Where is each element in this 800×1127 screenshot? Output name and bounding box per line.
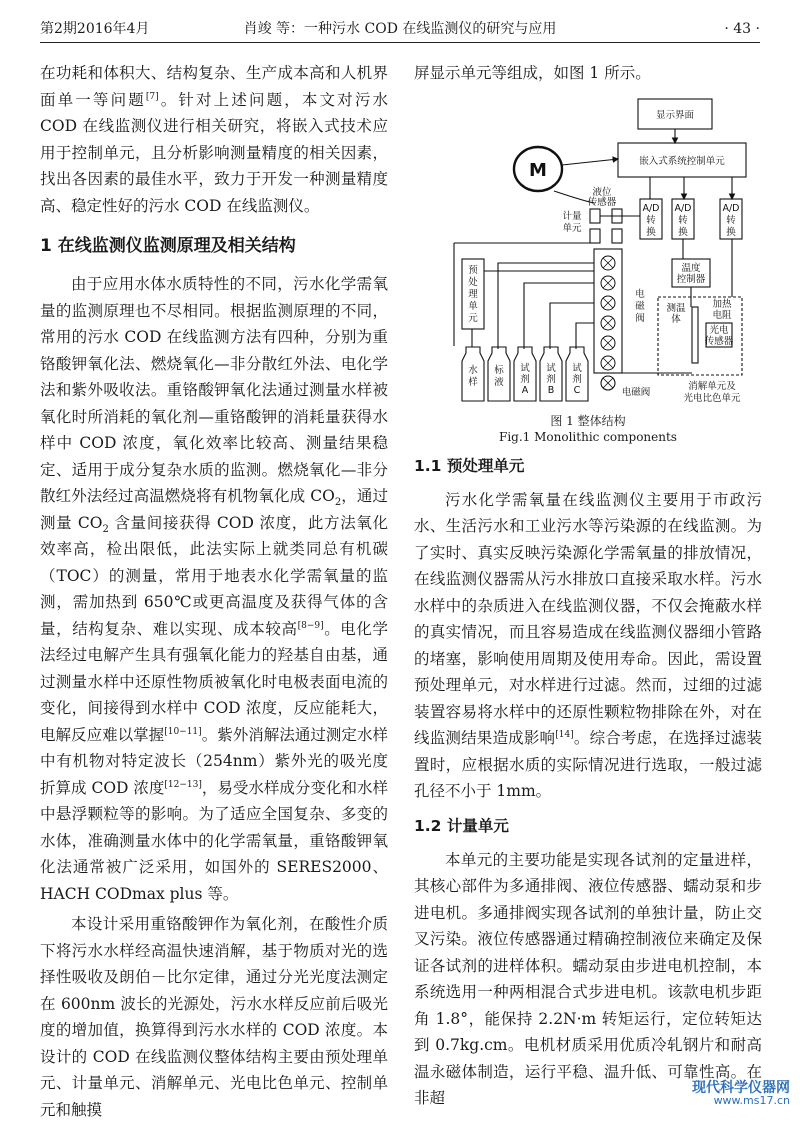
label-bottle-3c: A [521,384,529,396]
label-bottle-4b: 剂 [546,373,556,385]
label-bottle-4a: 试 [546,362,556,374]
label-heater-1: 加热 [712,298,732,310]
label-pretreat-4: 单 [468,300,478,312]
ad-1-label-c: 换 [646,226,656,238]
label-thermo-1: 测温 [666,302,686,314]
left-column [40,60,388,1127]
label-temp-1: 温度 [681,262,701,274]
label-level-sensor-2: 传感器 [587,196,617,208]
label-pretreat-3: 理 [468,288,478,300]
label-display: 显示界面 [655,109,695,121]
figure-caption-english: Fig.1 Monolithic components [499,429,677,444]
label-photo-1: 光电 [709,324,729,336]
label-temp-2: 控制器 [676,273,706,285]
label-valve-2: 磁 [635,300,645,312]
watermark-url: www.ms17.cn [713,1094,790,1107]
figure-intro-text: 屏显示单元等组成，如图 1 所示。 [414,64,651,82]
level-sensor-a [590,209,600,223]
ad-2-label-a: A/D [674,202,692,214]
running-title: 肖竣 等：一种污水 COD 在线监测仪的研究与应用 [243,21,557,37]
label-bottle-1b: 样 [468,376,478,388]
label-heater-2: 电阻 [712,309,732,321]
right-column [414,60,762,1116]
design-paragraph: 本设计采用重铬酸钾作为氧化剂，在酸性介质下将污水水样经高温快速消解，基于物质对光的选择性吸收及朗伯－比尔定律，通过分光光度法测定在 600nm 波长的光源处，污水水样反应前后吸光度的增加值，换算得到污水水样的 COD 浓度。本设计的 COD 在线监测仪整体结构主要由预处理单元、计量单元、消解单元、光电比色单元、控制单元和触摸 [40,915,388,1119]
label-metering-2: 单元 [562,222,582,234]
figure-caption: 图 1 整体结构 [550,413,626,428]
tube [692,307,698,363]
label-bottle-5a: 试 [572,362,582,374]
label-motor: M [529,159,547,181]
label-thermo-2: 体 [671,313,681,325]
level-sensor-b [590,229,600,243]
ad-1-label-b: 转 [646,214,656,226]
label-bottle-2b: 液 [494,376,504,388]
subsection-1-2-heading: 1.2 计量单元 [414,816,509,835]
figure-1-structure-diagram [414,91,762,409]
label-bottle-2a: 标 [494,364,504,376]
subsection-1-1-heading: 1.1 预处理单元 [414,456,525,475]
ad-2-label-b: 转 [678,214,688,226]
label-pretreat-2: 处 [468,276,478,288]
page-number: · 43 · [724,21,760,37]
label-bottle-5c: C [573,384,581,396]
principle-paragraph: 由于应用水体水质特性的不同，污水化学需氧量的监测原理也不尽相同。根据监测原理的不同，常用的污水 COD 在线监测方法有四种，分别为重铬酸钾氧化法、燃烧氧化—非分散红外法、电化学法和紫外吸收法。重铬酸钾氧化法通过测量水样被氧化时所消耗的氧化剂—重铬酸钾的消耗量获得水样中 COD 浓度，氧化效率比较高、测量结果稳定、适用于成分复杂水质的监测。燃烧氧化—非分散红外法经过高温燃烧将有机物氧化成 $CO_2$，通过测量 $CO_2$ 含量间接获得 COD 浓度，此方法氧化效率高，检出限低，此法实际上就类同总有机碳（TOC）的测量，常用于地表水化学需氧量的监测，需加热到 650℃或更高温度及获得气体的含量，结构复杂、难以实现、成本较高[8−9]。电化学法经过电解产生具有强氧化能力的羟基自由基，通过测量水样中还原性物质被氧化时电极表面电流的变化，间接得到水样中 COD 浓度，反应能耗大，电解反应难以掌握[10−11]。紫外消解法通过测定水样中有机物对特定波长（254nm）紫外光的吸光度折算成 COD 浓度[12−13]，易受水样成分变化和水样中悬浮颗粒等的影响。为了适应全国复杂、多变的水体，准确测量水体中的化学需氧量，重铬酸钾氧化法通常被广泛采用，如国外的 SERES2000、HACH CODmax plus 等。 [40,275,388,903]
intro-paragraph: 在功耗和体积大、结构复杂、生产成本高和人机界面单一等问题[7]。针对上述问题，本文对污水 COD 在线监测仪进行相关研究，将嵌入式技术应用于控制单元，且分析影响测量精度的相关因素，找出各因素的最佳水平，致力于开发一种测量精度高、稳定性好的污水 COD 在线监测仪。 [40,64,388,215]
label-bottle-4c: B [547,384,555,396]
label-bottom-valve: 电磁阀 [621,386,651,398]
ad-2-label-c: 换 [678,226,688,238]
label-bottle-3a: 试 [520,362,530,374]
label-valve-3: 阀 [635,312,645,324]
label-bottle-3b: 剂 [520,373,530,385]
label-bottle-5b: 剂 [572,373,582,385]
structure-diagram-svg [414,91,762,409]
running-header [40,18,760,43]
label-level-sensor-1: 液位 [592,186,612,198]
label-digest-1: 消解单元及 [688,380,736,392]
section-1-heading: 1 在线监测仪监测原理及相关结构 [40,236,296,256]
label-bottle-1a: 水 [468,364,478,376]
metering-paragraph: 本单元的主要功能是实现各试剂的定量进样，其核心部件为多通排阀、液位传感器、蠕动泵和步进电机。多通排阀实现各试剂的单独计量，防止交叉污染。液位传感器通过精确控制液位来确定及保证各试剂的进样体积。蠕动泵由步进电机控制，本系统选用一种两相混合式步进电机。该款电机步距角 1.8°，能保持 2.2N·m 转矩运行，定位转矩达到 0.7kg.cm。电机材质采用优质冷轧钢片和耐高温永磁体制造，运行平稳、温升低、可靠性高。在非超 [414,850,762,1107]
ad-1-label-a: A/D [642,202,660,214]
watermark-text: 现代科学仪器网 [692,1080,790,1096]
ad-3-label-a: A/D [722,202,740,214]
label-pretreat-5: 元 [468,312,478,324]
label-photo-2: 传感器 [704,335,734,347]
label-pretreat-1: 预 [468,264,478,276]
label-digest-2: 光电比色单元 [683,392,741,404]
ad-3-label-b: 转 [726,214,736,226]
pretreatment-paragraph: 污水化学需氧量在线监测仪主要用于市政污水、生活污水和工业污水等污染源的在线监测。为了实时、真实反映污染源化学需氧量的排放情况，在线监测仪器需从污水排放口直接采取水样。污水水样中的杂质进入在线监测仪器，不仅会掩蔽水样的真实情况，而且容易造成在线监测仪器细小管路的堵塞，影响使用周期及使用寿命。因此，需设置预处理单元，对水样进行过滤。然而，过细的过滤装置容易将水样中的还原性颗粒物排除在外，对在线监测结果造成影响[14]。综合考虑，在选择过滤装置时，应根据水质的实际情况进行选取，一般过滤孔径不小于 1mm。 [414,490,762,800]
label-valve-1: 电 [635,288,645,300]
site-watermark [644,1077,794,1111]
label-metering-1: 计量 [562,210,582,222]
ad-3-label-c: 换 [726,226,736,238]
label-controller: 嵌入式系统控制单元 [639,155,725,167]
journal-issue: 第2期2016年4月 [40,21,150,37]
